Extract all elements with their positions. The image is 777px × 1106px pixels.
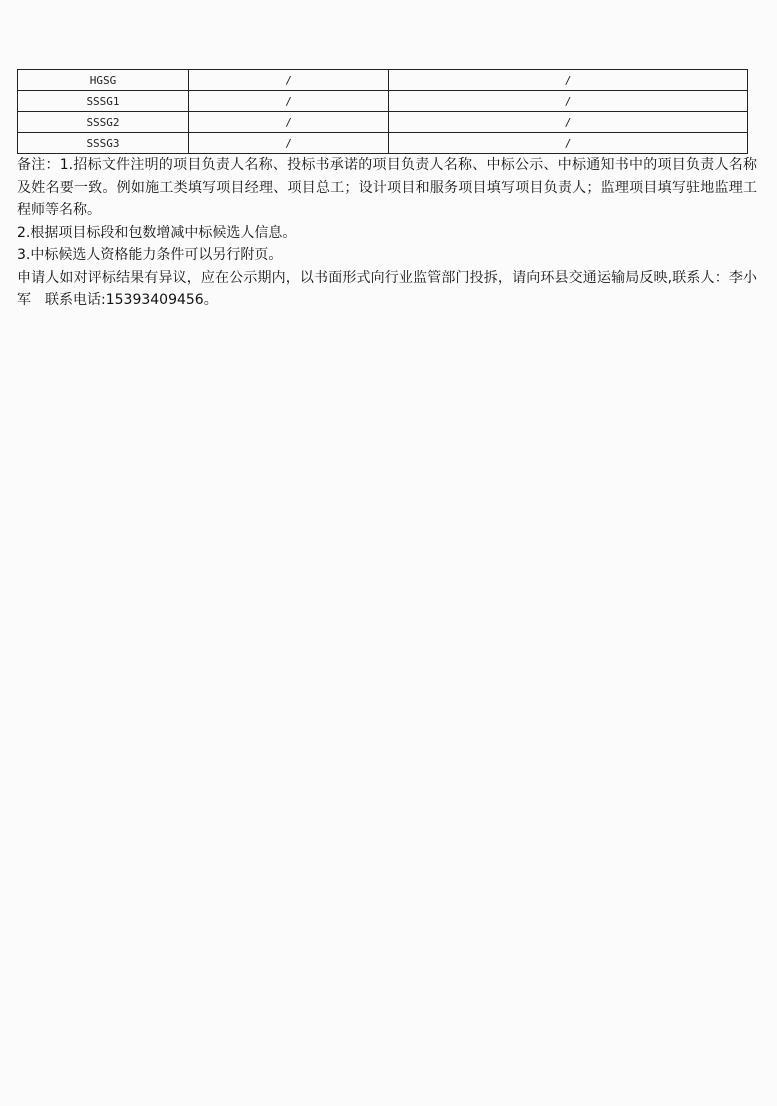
- section-code-cell: SSSG1: [18, 91, 189, 112]
- notes-section: [17, 154, 757, 312]
- table-row: [18, 133, 748, 154]
- note-item-3: 3.中标候选人资格能力条件可以另行附页。: [17, 247, 283, 263]
- note-item-1: 备注：1.招标文件注明的项目负责人名称、投标书承诺的项目负责人名称、中标公示、中标通知书中的项目负责人名称及姓名要一致。例如施工类填写项目经理、项目总工；设计项目和服务项目填写项目负责人；监理项目填写驻地监理工程师等名称。: [17, 157, 757, 218]
- table-cell: /: [389, 70, 748, 91]
- table-row: [18, 91, 748, 112]
- table-cell: /: [189, 91, 389, 112]
- table-cell: /: [389, 91, 748, 112]
- table-row: [18, 112, 748, 133]
- table-cell: /: [189, 70, 389, 91]
- table-cell: /: [389, 112, 748, 133]
- section-code-cell: SSSG2: [18, 112, 189, 133]
- table-cell: /: [189, 112, 389, 133]
- table-cell: /: [389, 133, 748, 154]
- section-code-cell: SSSG3: [18, 133, 189, 154]
- candidate-table: [17, 69, 748, 154]
- table-cell: /: [189, 133, 389, 154]
- note-item-2: 2.根据项目标段和包数增减中标候选人信息。: [17, 224, 297, 241]
- contact-info: 申请人如对评标结果有异议，应在公示期内，以书面形式向行业监管部门投拆，请向环县交通运输局反映,联系人：李小军 联系电话:15393409456。: [17, 269, 757, 308]
- section-code-cell: HGSG: [18, 70, 189, 91]
- table-row: [18, 70, 748, 91]
